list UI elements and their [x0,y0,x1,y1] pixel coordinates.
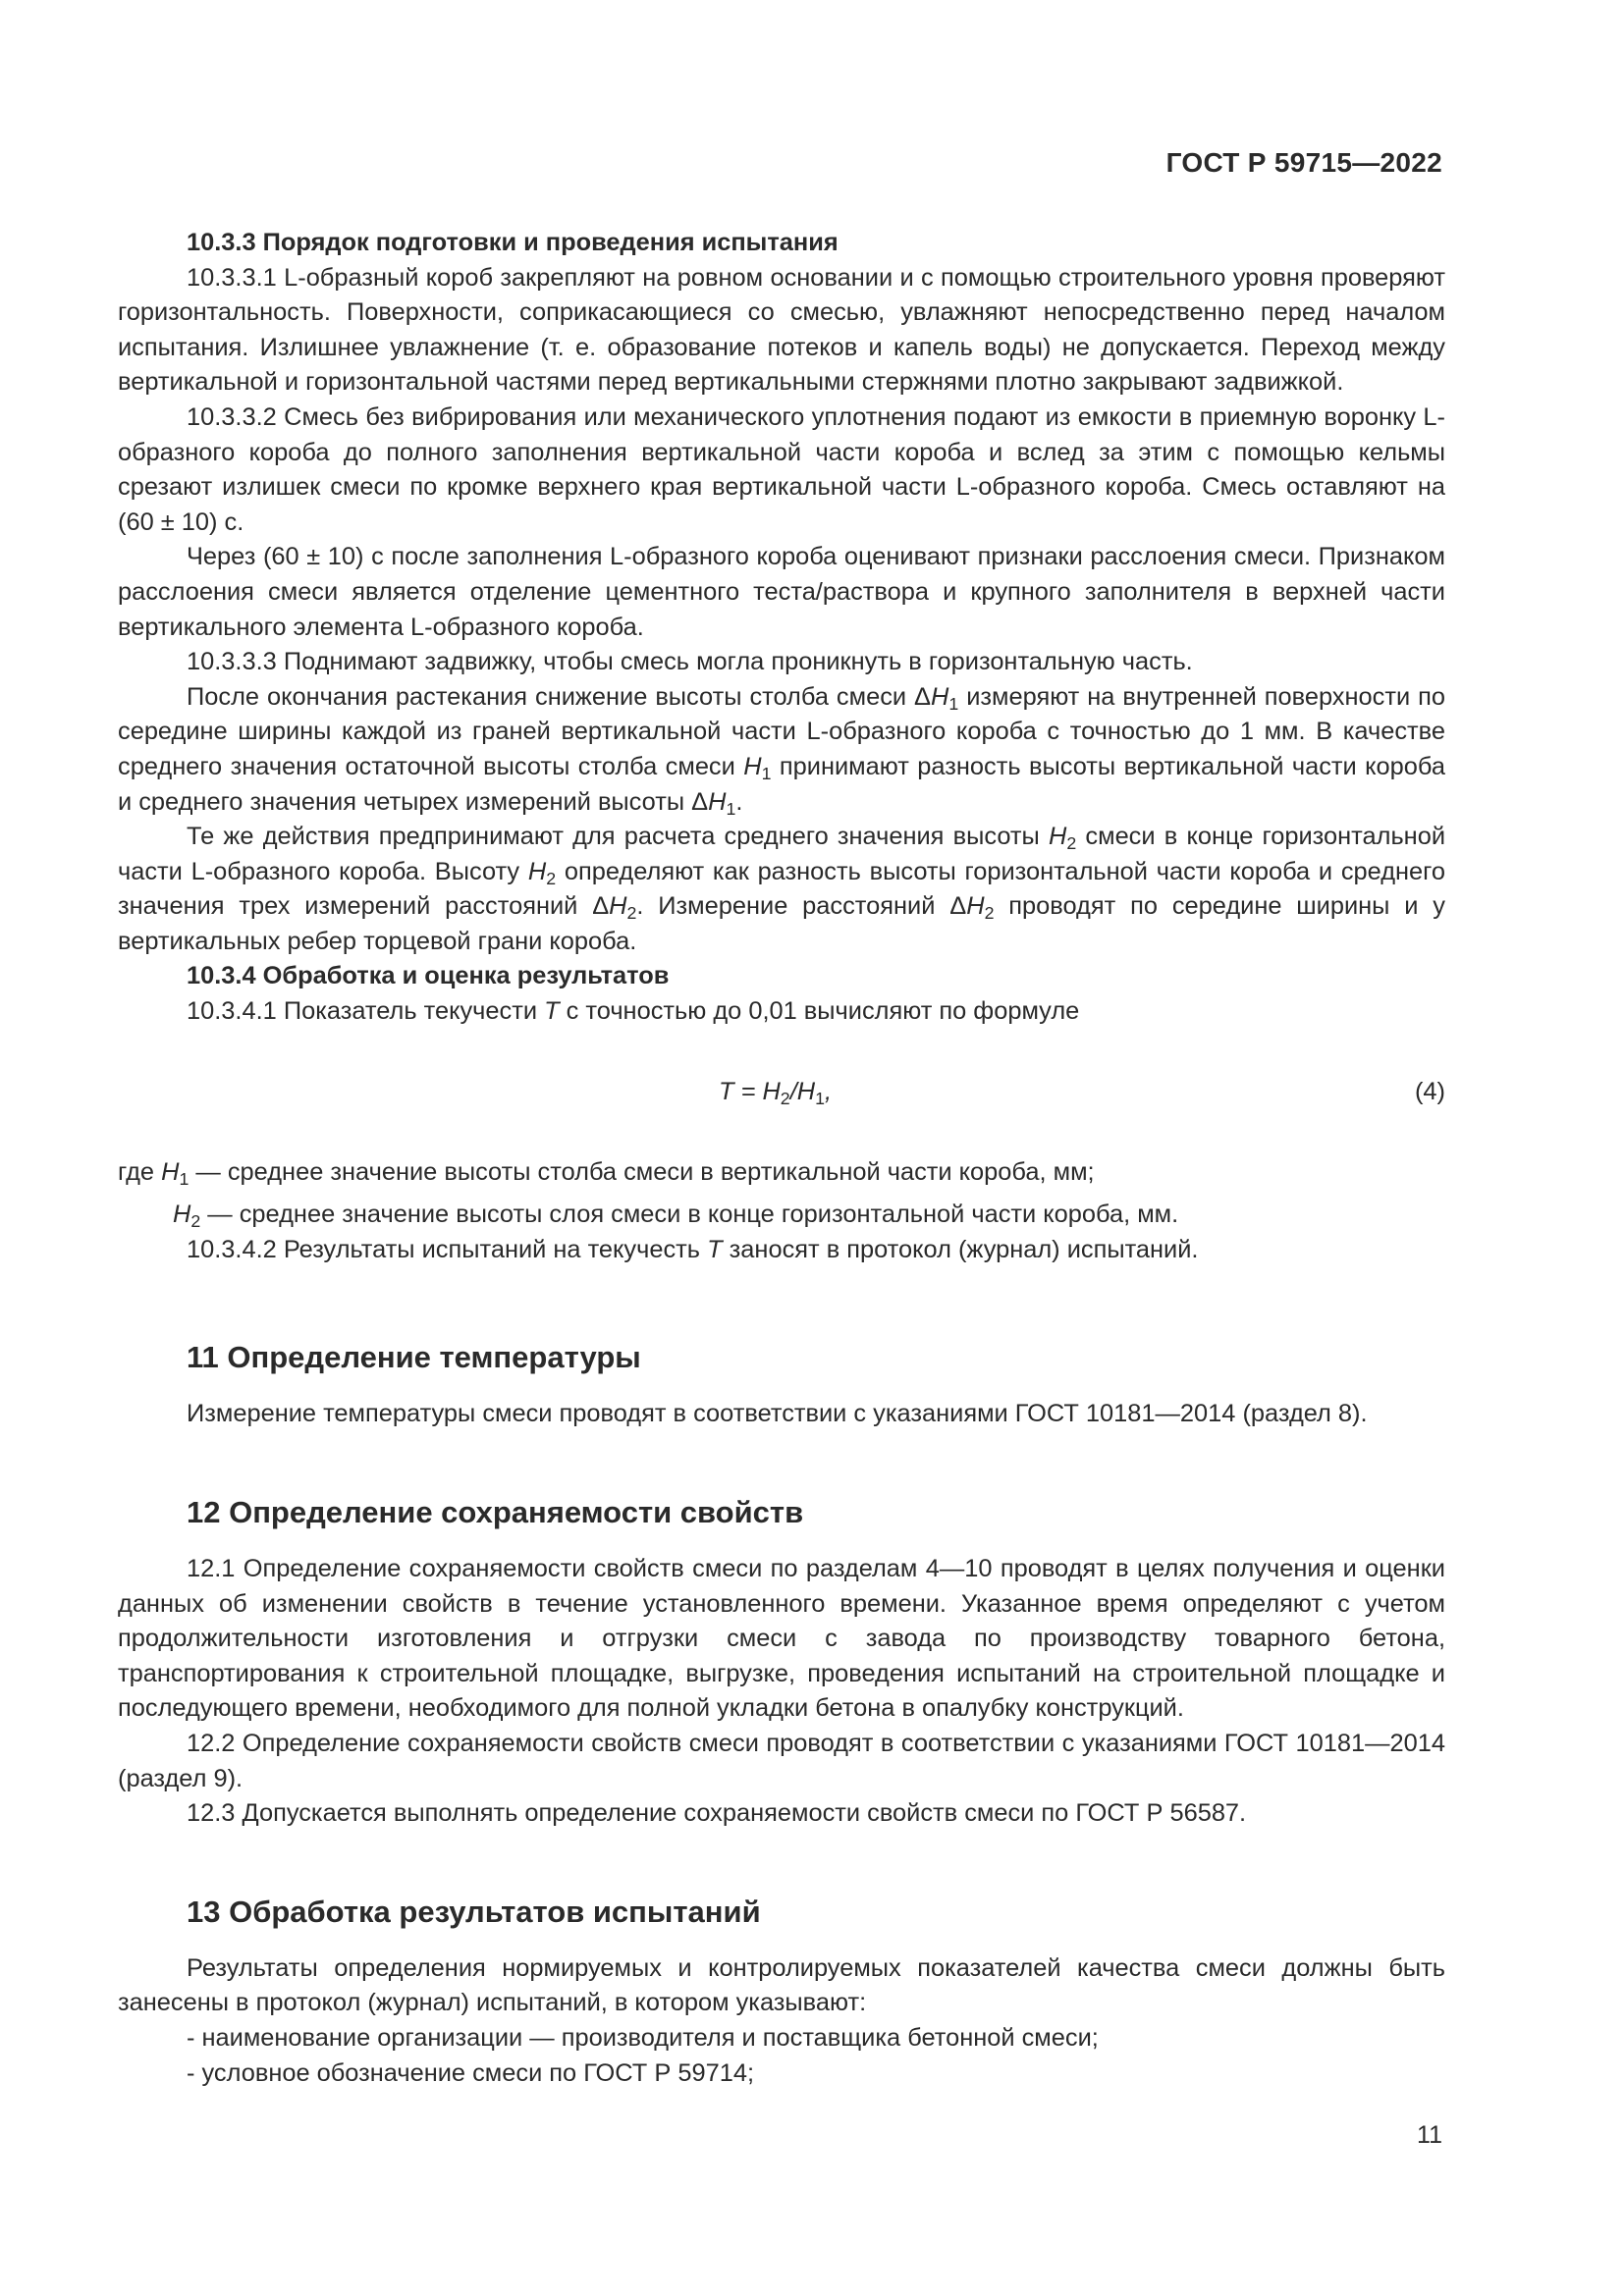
paragraph-delamination: Через (60 ± 10) с после заполнения L-образного короба оценивают признаки расслоения смеси. Признаком расслоения смеси является отделение цементного теста/раствора и крупного заполнителя в верхней части вертикального элемента L-образного короба. [118,543,1445,641]
paragraph-10-3-4-1: 10.3.4.1 Показатель текучести T с точностью до 0,01 вычисляют по формуле [187,997,1080,1026]
where-h1 [118,1155,1445,1191]
where-h2: $H_2$ — среднее значение высоты слоя смеси в конце горизонтальной части короба, мм. [173,1201,1179,1232]
paragraph-height-h2: Те же действия предпринимают для расчета среднего значения высоты $H_2$ смеси в конце горизонтальной части L-образного короба. Высоту $H_2$ определяют как разность высоты горизонтальной части короба и среднего значения трех измерений расстояний $\Delta H_2$. Измерение расстояний $\Delta H_2$ проводят по середине ширины и у вертикальных ребер торцевой грани короба. [118,823,1446,955]
subsection-title-10-3-4: 10.3.4 Обработка и оценка результатов [187,962,670,990]
paragraph-10-3-3-3: 10.3.3.3 Поднимают задвижку, чтобы смесь могла проникнуть в горизонтальную часть. [187,648,1193,676]
paragraph-11: Измерение температуры смеси проводят в соответствии с указаниями ГОСТ 10181—2014 (раздел 8). [187,1400,1368,1428]
section-title-12: 12 Определение сохраняемости свойств [187,1495,804,1530]
formula-4 [118,1075,1445,1110]
paragraph-10-3-3-1: 10.3.3.1 L-образный короб закрепляют на ровном основании и с помощью строительного уровня проверяют горизонтальность. Поверхности, соприкасающиеся со смесью, увлажняют непосредственно перед началом испытания. Излишнее увлажнение (т. е. образование потеков и капель воды) не допускается. Переход между вертикальной и горизонтальной частями перед вертикальными стержнями плотно закрывают задвижкой. [118,263,1445,397]
paragraph-12-1: 12.1 Определение сохраняемости свойств смеси по разделам 4—10 проводят в целях получения и оценки данных об изменении свойств в течение установленного времени. Указанное время определяют с учетом продолжительности изготовления и отгрузки смеси с завода по производству товарного бетона, транспортирования к строительной площадке, выгрузке, проведения испытаний на строительной площадке и последующего времени, необходимого для полной укладки бетона в опалубку конструкций. [118,1555,1445,1723]
paragraph-10-3-3-2: 10.3.3.2 Смесь без вибрирования или механического уплотнения подают из емкости в приемную воронку L-образного короба до полного заполнения вертикальной части короба и вслед за этим с помощью кельмы срезают излишек смеси по кромке верхнего края вертикальной части L-образного короба. Смесь оставляют на (60 ± 10) с. [118,402,1445,536]
document-code-header: ГОСТ Р 59715—2022 [1165,147,1442,178]
section-title-13: 13 Обработка результатов испытаний [187,1894,761,1929]
section-title-11: 11 Определение температуры [187,1340,641,1375]
formula-expression: $T = H_2/H_1$, [719,1077,833,1108]
paragraph-12-3: 12.3 Допускается выполнять определение сохраняемости свойств смеси по ГОСТ Р 56587. [187,1799,1247,1828]
paragraph-13: Результаты определения нормируемых и контролируемых показателей качества смеси должны быть занесены в протокол (журнал) испытаний, в котором указывают: [118,1953,1445,2017]
subsection-title-10-3-3: 10.3.3 Порядок подготовки и проведения испытания [187,229,839,256]
where-label: где $H_1$ — среднее значение высоты столба смеси в вертикальной части короба, мм; [118,1157,1095,1189]
page-number: 11 [1417,2121,1442,2149]
paragraph-height-h1: После окончания растекания снижение высоты столба смеси $\Delta H_1$ измеряют на внутренней поверхности по середине ширины каждой из граней вертикальной части L-образного короба с точностью до 1 мм. В качестве среднего значения остаточной высоты столба смеси $H_1$ принимают разность высоты вертикальной части короба и среднего значения четырех измерений высоты $\Delta H_1$. [118,682,1445,819]
body-text [118,226,1445,2091]
paragraph-12-2: 12.2 Определение сохраняемости свойств смеси проводят в соответствии с указаниями ГОСТ 10181—2014 (раздел 9). [118,1730,1445,1792]
list-item: - наименование организации — производителя и поставщика бетонной смеси; [187,2023,1099,2052]
formula-number: (4) [1414,1077,1445,1105]
list-item: - условное обозначение смеси по ГОСТ Р 59714; [187,2058,755,2087]
paragraph-10-3-4-2: 10.3.4.2 Результаты испытаний на текучесть T заносят в протокол (журнал) испытаний. [187,1235,1199,1263]
